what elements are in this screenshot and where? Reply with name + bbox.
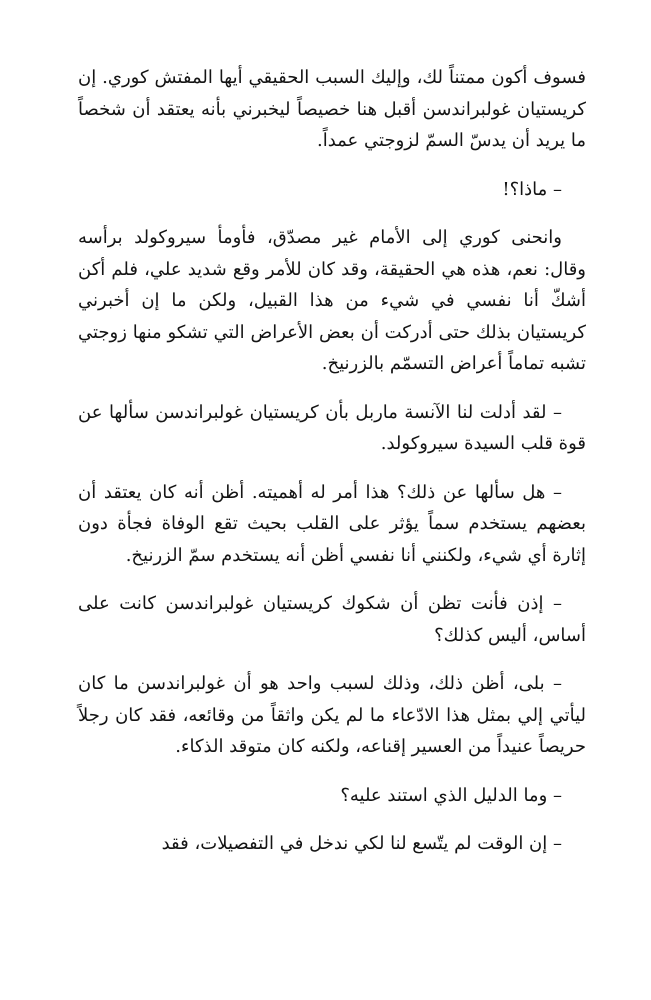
paragraph-evidence-question: – وما الدليل الذي استند عليه؟: [340, 784, 562, 806]
paragraph-time-answer: – إن الوقت لم يتّسع لنا لكي ندخل في التفصيلات، فقد: [161, 833, 562, 854]
book-page-text: [78, 62, 586, 877]
paragraph-miss-marple: – لقد أدلت لنا الآنسة ماربل بأن كريستيان غولبراندسن سألها عن قوة قلب السيدة سيروكولد.: [78, 401, 586, 454]
paragraph-opening: فسوف أكون ممتناً لك، وإليك السبب الحقيقي أيها المفتش كوري. إن كريستيان غولبراندسن أقبل هنا خصيصاً ليخبرني بأنه يعتقد أن شخصاً ما يريد أن يدسّ السمّ لزوجتي عمداً.: [78, 67, 586, 151]
paragraph-yes-i-think: – بلى، أظن ذلك، وذلك لسبب واحد هو أن غولبراندسن ما كان ليأتي إلي بمثل هذا الادّعاء ما لم يكن واثقاً من وقائعه، فقد كان رجلاً حريصاً عنيداً من العسير إقناعه، ولكنه كان متوقد الذكاء.: [78, 673, 586, 757]
paragraph-curry-leaned: وانحنى كوري إلى الأمام غير مصدّق، فأومأ سيروكولد برأسه وقال: نعم، هذه هي الحقيقة، وقد كان للأمر وقع شديد علي، فلم أكن أشكّ أنا نفسي في شيء من هذا القبيل، ولكن ما إن أخبرني كريستيان بذلك حتى أدركت أن بعض الأعراض التي تشكو منها زوجتي تشبه تماماً أعراض التسمّم بالزرنيخ.: [78, 227, 586, 374]
paragraph-dialogue-what: – ماذا؟!: [502, 178, 562, 200]
paragraph-heart-poison: – هل سألها عن ذلك؟ هذا أمر له أهميته. أظن أنه كان يعتقد أن بعضهم يستخدم سماً يؤثر على القلب بحيث تقع الوفاة فجأة دون إثارة أي شيء، ولكنني أنا نفسي أظن أنه يستخدم سمّ الزرنيخ.: [78, 481, 586, 566]
paragraph-suspicions: – إذن فأنت تظن أن شكوك كريستيان غولبراندسن كانت على أساس، أليس كذلك؟: [78, 593, 586, 646]
